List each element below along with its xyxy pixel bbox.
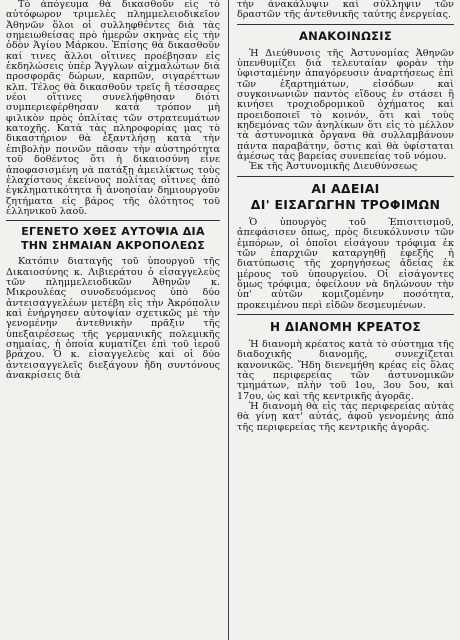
acropolis-flag-body: Κατόπιν διαταγῆς τοῦ ὑπουργοῦ τῆς Δικαιοσύνης κ. Λιβιεράτου ὁ εἰσαγγελεὺς τῶν πλημμελειοδικῶν Ἀθηνῶν κ. Μικρουλέας συνοδευόμενος ὑπὸ δύο ἀντεισαγγελέων μετέβη εἰς τὴν Ἀκρόπολιν καὶ ἐνήργησεν αὐτοψίαν σχετικῶς μὲ τὴν γενομένην ἀντεθνικὴν πρᾶξιν τῆς ὑπεξαιρέσεως τῆς γερμανικῆς πολεμικῆς σημαίας, ἡ ὁποία κυματίζει ἐπὶ τοῦ ἱεροῦ βράχου. Ὁ κ. εἰσαγγελεὺς καὶ οἱ δύο ἀντεισαγγελεῖς διεξάγουν ἤδη συντόνους ἀνακρίσεις διὰ [6, 256, 220, 381]
section-divider [6, 220, 220, 221]
continuation-text: τὴν ἀνακάλυψιν καὶ σύλληψιν τῶν δραστῶν τῆς ἀντεθνικῆς ταύτης ἐνεργείας. [237, 0, 454, 21]
announcement-signature: Ἐκ τῆς Ἀστυνομικῆς Διευθύνσεως [249, 161, 418, 173]
announcement-body: Ἡ Διεύθυνσις τῆς Ἀστυνομίας Ἀθηνῶν ὑπενθυμίζει διὰ τελευταίαν φορὰν τὴν ὑφισταμένην ἀπαγόρευσιν ἀναρτήσεως ἐπὶ τῶν ἐξαρτημάτων, εἰσόδων καὶ συγκοινωνιῶν παντὸς εἴδους ἐν στάσει ἢ κινήσει τροχιοδρομικοῦ ὀχήματος καὶ προειδοποιεῖ τὸ κοινόν, ὅτι καὶ τοὺς κηδεμόνας τῶν ἀνηλίκων ὅτι εἰς τὸ μέλλον τὰ ἀστυνομικὰ ὄργανα θὰ συλλαμβάνουν πάντα παραβάτην, ὅστις καὶ θὰ ὑφίσταται ἀμέσως τὰς βαρείας συνεπείας τοῦ νόμου. [237, 47, 454, 163]
right-column [237, 0, 454, 640]
section-divider [237, 314, 454, 315]
left-column [6, 0, 220, 640]
headline-line-1: ΕΓΕΝΕΤΟ ΧΘΕΣ ΑΥΤΟΨΙΑ ΔΙΑ [21, 225, 205, 239]
headline-line-2: ΔΙ' ΕΙΣΑΓΩΓΗΝ ΤΡΟΦΙΜΩΝ [250, 196, 441, 212]
acropolis-flag-headline [6, 225, 220, 253]
meat-distribution-headline: Η ΔΙΑΝΟΜΗ ΚΡΕΑΤΟΣ [270, 319, 421, 334]
meat-distribution-body-1: Ἡ διανομὴ κρέατος κατὰ τὸ σύστημα τῆς διαδοχικῆς διανομῆς, συνεχίζεται κανονικῶς. Ἤδη διενεμήθη κρέας εἰς ὅλας τὰς περιφερείας τῶν ἀστυνομικῶν τμημάτων, πλὴν τοῦ 1ου, 3ου 5ου, καὶ 17ου, ὡς καὶ τῆς κεντρικῆς ἀγορᾶς. [237, 338, 454, 402]
article-trial-body: Τὸ ἀπόγευμα θὰ δικασθοῦν εἰς τὸ αὐτόφωρον τριμελὲς πλημμελειοδικεῖον Ἀθηνῶν ὅλοι οἱ συλληφθέντες διὰ τὰς σημειωθείσας πρὸ ἡμερῶν σκηνὰς εἰς τὴν ὁδὸν Ἁγίου Μάρκου. Ἐπίσης θὰ δικασθοῦν καί τινες ἄλλοι οἵτινες προέβησαν εἰς ἐκδηλώσεις ὑπὲρ Ἄγγλων αἰχμαλώτων διὰ προσφορᾶς δώρων, καρπῶν, σιγαρέττων κλπ. Τέλος θὰ δικασθοῦν τρεῖς ἢ τέσσαρες νέοι οἵτινες συνελήφθησαν διότι συμπεριεφέρθησαν κατὰ τρόπον μὴ φιλικὸν πρὸς ὁπλίτας τῶν στρατευμάτων κατοχῆς. Κατὰ τὰς πληροφορίας μας τὸ δικαστήριον θὰ ἐξαντλήσῃ κατὰ τὴν ἐπιβολὴν ποινῶν πᾶσαν τὴν αὐστηρότητα τοῦ δοθέντος ὅτι ἡ δικαιοσύνη εἶνε ἀποφασισμένη νὰ πατάξῃ ἀμειλίκτως τοὺς ἐλαχίστους ἐκείνους πολίτας οἵτινες ἀπὸ ἐγκληματικότητα ἢ ἀνοησίαν δημιουργοῦν ζητήματα εἰς βάρος τῆς ὁλότητος τοῦ ἑλληνικοῦ λαοῦ. [6, 0, 220, 217]
column-divider [228, 0, 229, 640]
section-divider [237, 176, 454, 177]
meat-distribution-body-2: Ἡ διανομὴ θὰ εἰς τὰς περιφερείας αὐτὰς θὰ γίνῃ κατ' αὐτάς, ἀφοῦ γενομένης ἀπὸ τῆς περιφερείας τῆς κεντρικῆς ἀγορᾶς. [237, 400, 454, 433]
food-permits-headline [237, 181, 454, 213]
section-divider [237, 24, 454, 25]
food-permits-body: Ὁ ὑπουργὸς τοῦ Ἐπισιτισμοῦ, ἀπεφάσισεν ὅπως, πρὸς διευκόλυνσιν τῶν ἐμπόρων, οἱ ὁποῖοι εἰσάγουν τρόφιμα ἐκ τῶν ἐπαρχιῶν καταργηθῇ ἐφεξῆς ἡ διατύπωσις τῆς χορηγήσεως ἀδείας ἐκ μέρους τοῦ ὑπουργείου. Οἱ εἰσάγοντες ὅμως τρόφιμα, ὀφείλουν νὰ δηλώνουν τὴν ὑπ' αὐτῶν κομιζομένην ποσότητα, προκειμένου περὶ εἰδῶν δεσμευμένων. [237, 216, 454, 311]
announcement-headline: ΑΝΑΚΟΙΝΩΣΙΣ [298, 28, 393, 43]
headline-line-1: ΑΙ ΑΔΕΙΑΙ [311, 180, 380, 196]
headline-line-2: ΤΗΝ ΣΗΜΑΙΑΝ ΑΚΡΟΠΟΛΕΩΣ [20, 239, 206, 253]
